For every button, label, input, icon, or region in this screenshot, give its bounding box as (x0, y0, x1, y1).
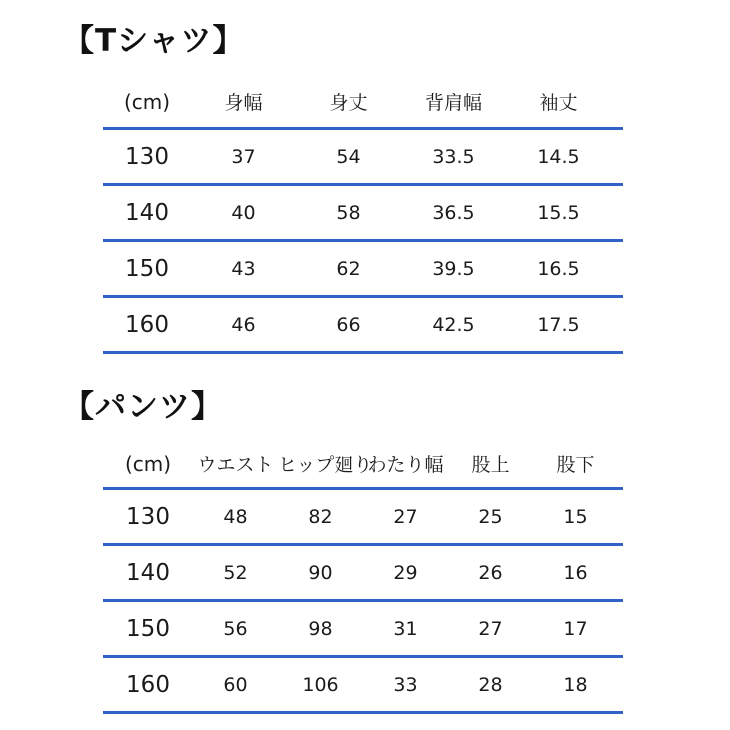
tshirt-size-table (103, 76, 623, 354)
value-cell: 58 (336, 201, 361, 224)
pants-col-header-rise: 股上 (471, 454, 510, 476)
value-cell: 106 (302, 673, 339, 696)
tshirt-row-160 (103, 298, 623, 354)
value-cell: 27 (478, 617, 503, 640)
value-cell: 27 (393, 505, 418, 528)
value-cell: 15.5 (537, 201, 580, 224)
value-cell: 31 (393, 617, 418, 640)
tshirt-col-header-sleeve-length: 袖丈 (539, 92, 578, 114)
value-cell: 39.5 (432, 257, 475, 280)
tshirt-header-row (103, 76, 623, 130)
size-label: 140 (126, 559, 170, 586)
value-cell: 37 (231, 145, 256, 168)
tshirt-row-150 (103, 242, 623, 298)
tshirt-col-header-body-width: 身幅 (224, 92, 263, 114)
pants-unit-header: (cm) (124, 451, 172, 476)
value-cell: 17 (563, 617, 588, 640)
value-cell: 43 (231, 257, 256, 280)
pants-col-header-hip: ヒップ廻り (278, 454, 373, 476)
value-cell: 29 (393, 561, 418, 584)
pants-row-160 (103, 658, 623, 714)
pants-section-title: 【パンツ】 (63, 389, 223, 425)
value-cell: 66 (336, 313, 361, 336)
value-cell: 48 (223, 505, 248, 528)
pants-size-table (103, 440, 623, 714)
value-cell: 60 (223, 673, 248, 696)
tshirt-col-header-body-length: 身丈 (329, 92, 368, 114)
pants-col-header-thigh-width: わたり幅 (367, 454, 444, 476)
pants-row-130 (103, 490, 623, 546)
value-cell: 25 (478, 505, 503, 528)
tshirt-row-130 (103, 130, 623, 186)
value-cell: 18 (563, 673, 588, 696)
value-cell: 16 (563, 561, 588, 584)
value-cell: 82 (308, 505, 333, 528)
value-cell: 36.5 (432, 201, 475, 224)
tshirt-row-140 (103, 186, 623, 242)
tshirt-section-title: 【Tシャツ】 (63, 23, 245, 59)
pants-header-row (103, 440, 623, 490)
size-label: 130 (126, 503, 170, 530)
size-label: 160 (125, 311, 169, 338)
pants-row-140 (103, 546, 623, 602)
value-cell: 62 (336, 257, 361, 280)
value-cell: 33.5 (432, 145, 475, 168)
pants-col-header-waist: ウエスト (197, 454, 274, 476)
value-cell: 33 (393, 673, 418, 696)
value-cell: 14.5 (537, 145, 580, 168)
value-cell: 15 (563, 505, 588, 528)
value-cell: 54 (336, 145, 361, 168)
size-label: 140 (125, 199, 169, 226)
value-cell: 42.5 (432, 313, 475, 336)
value-cell: 17.5 (537, 313, 580, 336)
size-label: 150 (125, 255, 169, 282)
value-cell: 40 (231, 201, 256, 224)
size-label: 150 (126, 615, 170, 642)
pants-col-header-inseam: 股下 (556, 454, 595, 476)
value-cell: 56 (223, 617, 248, 640)
value-cell: 90 (308, 561, 333, 584)
pants-row-150 (103, 602, 623, 658)
tshirt-unit-header: (cm) (123, 89, 171, 114)
value-cell: 52 (223, 561, 248, 584)
size-label: 160 (126, 671, 170, 698)
value-cell: 98 (308, 617, 333, 640)
size-label: 130 (125, 143, 169, 170)
value-cell: 26 (478, 561, 503, 584)
value-cell: 16.5 (537, 257, 580, 280)
tshirt-col-header-shoulder-width: 背肩幅 (424, 92, 482, 114)
value-cell: 46 (231, 313, 256, 336)
value-cell: 28 (478, 673, 503, 696)
